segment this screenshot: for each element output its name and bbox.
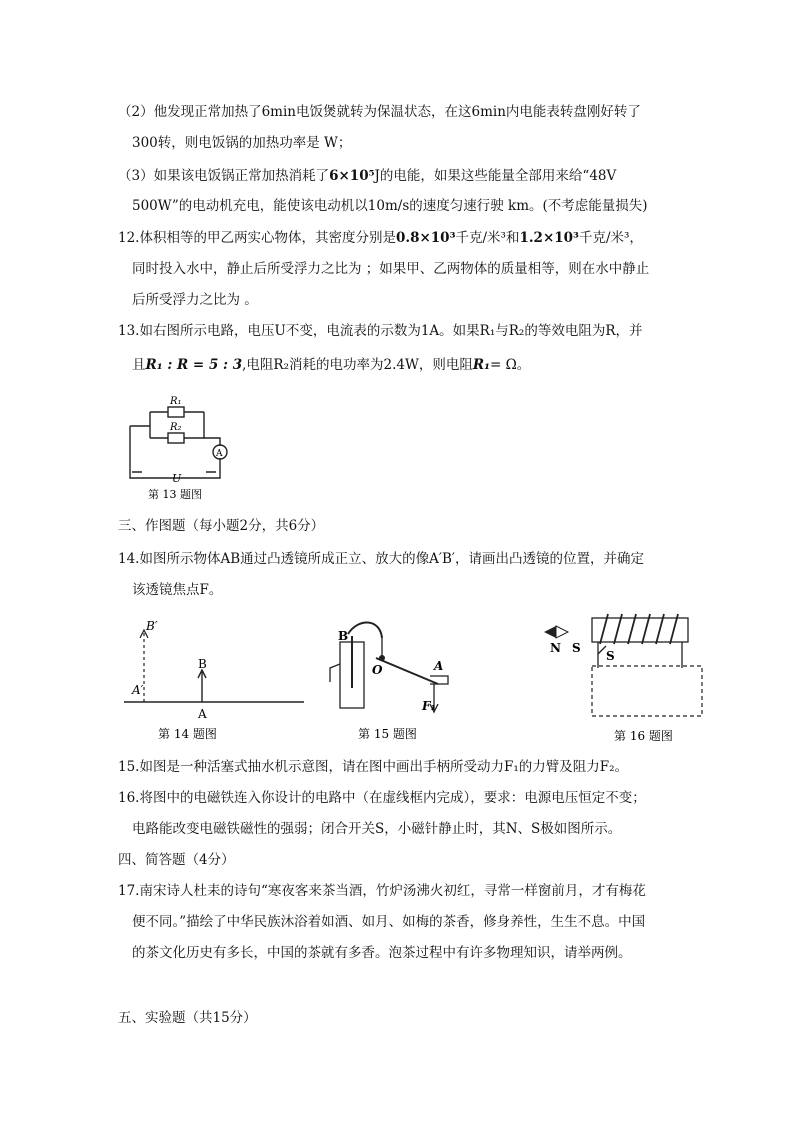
compass-needle-s	[556, 626, 568, 638]
q12-line1	[118, 228, 643, 248]
fig16-caption: 第 16 题图	[614, 729, 673, 743]
resistor-r1	[168, 407, 184, 417]
q13-line1: 13.如右图所示电路，电压U不变，电流表的示数为1A。如果R₁与R₂的等效电阻为R，并	[118, 323, 643, 339]
q11-part3-line2: 500W”的电动机充电，能使该电动机以10m/s的速度匀速行驶 km。(不考虑能量损失)	[132, 198, 648, 214]
label-r1: R₁	[170, 396, 182, 407]
q16-line1: 16.将图中的电磁铁连入你设计的电路中（在虚线框内完成），要求：电源电压恒定不变；	[118, 790, 646, 806]
circuit-wire-right	[204, 412, 220, 446]
q16-line2: 电路能改变电磁铁磁性的强弱；闭合开关S，小磁针静止时，其N、S极如图所示。	[132, 821, 622, 837]
q12-density-1: 0.8×10³	[395, 230, 456, 246]
q12-text-a: 12.体积相等的甲乙两实心物体，其密度分别是	[118, 230, 396, 246]
resistor-r2	[168, 433, 184, 443]
label-b: B	[338, 629, 349, 643]
switch-label-s: S	[606, 649, 615, 663]
q12-line3: 后所受浮力之比为 。	[132, 292, 258, 308]
q13-r1-symbol: R₁	[472, 357, 490, 373]
q11-part3-text-b: J的电能，如果这些能量全部用来给“48V	[374, 168, 617, 184]
circuit-wire-outer	[130, 426, 220, 478]
label-b-prime: B′	[146, 619, 158, 633]
circuit-figure-13	[118, 392, 238, 504]
label-a: A	[434, 659, 444, 673]
q17-line3: 的茶文化历史有多长，中国的茶就有多香。泡茶过程中有许多物理知识，请举两例。	[132, 945, 632, 961]
fig13-caption: 第 13 题图	[148, 488, 202, 501]
section-4-title: 四、简答题（4分）	[118, 852, 235, 868]
figure-14	[118, 610, 308, 750]
q17-line1: 17.南宋诗人杜耒的诗句“寒夜客来茶当酒，竹炉汤沸火初红，寻常一样窗前月，才有梅花	[118, 883, 646, 899]
label-r2: R₂	[170, 422, 182, 433]
q12-text-b: 千克/米³和	[455, 230, 520, 246]
q15-line1: 15.如图是一种活塞式抽水机示意图，请在图中画出手柄所受动力F₁的力臂及阻力F₂。	[118, 759, 629, 775]
fig14-caption: 第 14 题图	[158, 727, 217, 741]
q14-line1: 14.如图所示物体AB通过凸透镜所成正立、放大的像A′B′，请画出凸透镜的位置，并确定	[118, 551, 644, 567]
handle-arc	[348, 622, 382, 638]
q11-part2-line2: 300转，则电饭锅的加热功率是 W；	[132, 135, 352, 151]
dashed-circuit-box	[592, 666, 702, 716]
q13-text-b: ,电阻R₂消耗的电功率为2.4W，则电阻	[242, 357, 473, 373]
q11-energy-value: 6×10⁵	[329, 168, 375, 184]
label-ammeter: A	[216, 449, 223, 459]
fig15-caption: 第 15 题图	[358, 727, 417, 741]
label-f1: F₁	[422, 699, 436, 713]
switch-s	[598, 646, 606, 654]
section-3-title: 三、作图题（每小题2分，共6分）	[118, 518, 325, 534]
needle-label-n: N	[550, 641, 561, 655]
pump-handle	[376, 658, 438, 684]
q12-text-c: 千克/米³，	[578, 230, 643, 246]
label-a-prime: A′	[132, 683, 144, 697]
q11-part3-text-a: （3）如果该电饭锅正常加热消耗了	[118, 168, 330, 184]
q12-line2: 同时投入水中，静止后所受浮力之比为 ；如果甲、乙两物体的质量相等，则在水中静止	[132, 261, 650, 277]
q13-text-c: = Ω。	[489, 357, 531, 373]
figure-15	[318, 618, 468, 750]
q12-density-2: 1.2×10³	[519, 230, 579, 246]
q13-line2	[132, 355, 530, 375]
label-u: U	[172, 472, 182, 485]
q13-ratio: R₁ : R = 5 : 3	[145, 357, 243, 373]
section-5-title: 五、实验题（共15分）	[118, 1010, 257, 1026]
pump-spout	[330, 664, 340, 682]
q14-line2: 该透镜焦点F。	[132, 582, 223, 598]
pivot-o	[379, 655, 385, 661]
q11-part3-line1	[118, 166, 616, 186]
q17-line2: 便不同。”描绘了中华民族沐浴着如酒、如月、如梅的茶香，修身养性，生生不息。中国	[132, 914, 646, 930]
label-o: O	[372, 663, 383, 677]
q11-part2-line1: （2）他发现正常加热了6min电饭煲就转为保温状态，在这6min内电能表转盘刚好转了	[118, 104, 641, 120]
label-b: B	[198, 657, 207, 671]
figure-16	[540, 608, 710, 750]
label-a: A	[198, 707, 207, 721]
needle-label-s: S	[572, 641, 581, 655]
compass-needle-n	[544, 626, 556, 638]
q13-text-a: 且	[132, 357, 146, 373]
